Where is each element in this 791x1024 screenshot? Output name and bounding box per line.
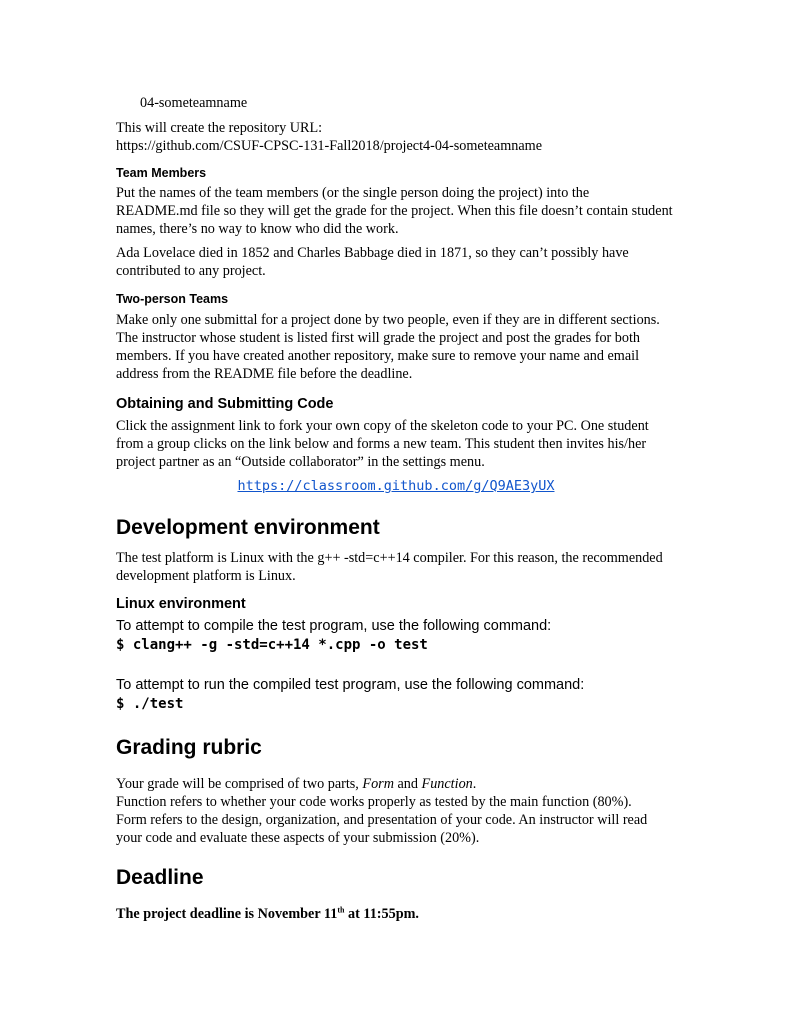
grading-heading: Grading rubric <box>116 736 262 759</box>
deadline-time: at 11:55pm. <box>344 906 419 922</box>
function-term: Function <box>421 776 473 792</box>
run-command: $ ./test <box>116 696 184 712</box>
team-members-heading: Team Members <box>116 166 207 180</box>
form-term: Form <box>362 776 394 792</box>
grading-intro-text: Your grade will be comprised of two parts, <box>116 776 363 792</box>
grading-paragraph <box>116 775 686 847</box>
grading-intro-line <box>116 775 686 793</box>
lovelace-paragraph <box>116 244 686 280</box>
paragraph-line: contributed to any project. <box>116 263 266 279</box>
run-instruction: To attempt to run the compiled test program, use the following command: <box>116 677 585 693</box>
period-text: . <box>472 776 477 792</box>
paragraph-line: names, there’s no way to know who did the work. <box>116 221 399 237</box>
paragraph-line: Put the names of the team members (or the single person doing the project) into the <box>116 185 590 201</box>
paragraph-line: address from the README file before the deadline. <box>116 366 413 382</box>
two-person-heading: Two-person Teams <box>116 292 229 306</box>
paragraph-line: members. If you have created another repository, make sure to remove your name and email <box>116 348 640 364</box>
paragraph-line: Click the assignment link to fork your own copy of the skeleton code to your PC. One student <box>116 418 649 434</box>
paragraph-line: from a group clicks on the link below and forms a new team. This student then invites his/her <box>116 436 647 452</box>
classroom-link[interactable]: https://classroom.github.com/g/Q9AE3yUX <box>237 478 555 494</box>
paragraph-line: Make only one submittal for a project done by two people, even if they are in different sections. <box>116 312 660 328</box>
deadline-heading: Deadline <box>116 866 204 889</box>
paragraph-line: project partner as an “Outside collaborator” in the settings menu. <box>116 454 485 470</box>
dev-env-heading: Development environment <box>116 516 380 539</box>
paragraph-line: Function refers to whether your code works properly as tested by the main function (80%). <box>116 794 632 810</box>
compile-instruction: To attempt to compile the test program, use the following command: <box>116 618 552 634</box>
team-name-example <box>140 94 710 112</box>
repo-url-intro: This will create the repository URL: <box>116 120 323 136</box>
paragraph-line: development platform is Linux. <box>116 568 296 584</box>
deadline-statement <box>116 905 686 923</box>
paragraph-line: The instructor whose student is listed first will grade the project and post the grades for both <box>116 330 641 346</box>
repo-url-text: https://github.com/CSUF-CPSC-131-Fall2018/project4-04-someteamname <box>116 138 542 154</box>
compile-command: $ clang++ -g -std=c++14 *.cpp -o test <box>116 637 428 653</box>
team-name-text: 04-someteamname <box>140 95 248 111</box>
paragraph-line: Ada Lovelace died in 1852 and Charles Babbage died in 1871, so they can’t possibly have <box>116 245 629 261</box>
paragraph-line: Form refers to the design, organization, and presentation of your code. An instructor will read <box>116 812 648 828</box>
deadline-text: The project deadline is November 11 <box>116 906 338 922</box>
paragraph-line: The test platform is Linux with the g++ -std=c++14 compiler. For this reason, the recommended <box>116 550 663 566</box>
ordinal-suffix: th <box>337 905 345 915</box>
two-person-paragraph <box>116 311 686 383</box>
linux-env-heading: Linux environment <box>116 596 246 612</box>
dev-env-paragraph <box>116 549 686 585</box>
team-members-paragraph <box>116 184 686 238</box>
repo-url-paragraph <box>116 119 686 155</box>
conjunction-text: and <box>393 776 422 792</box>
obtaining-heading: Obtaining and Submitting Code <box>116 396 334 412</box>
paragraph-line: your code and evaluate these aspects of your submission (20%). <box>116 830 480 846</box>
obtaining-paragraph <box>116 417 686 471</box>
paragraph-line: README.md file so they will get the grade for the project. When this file doesn’t contain student <box>116 203 673 219</box>
